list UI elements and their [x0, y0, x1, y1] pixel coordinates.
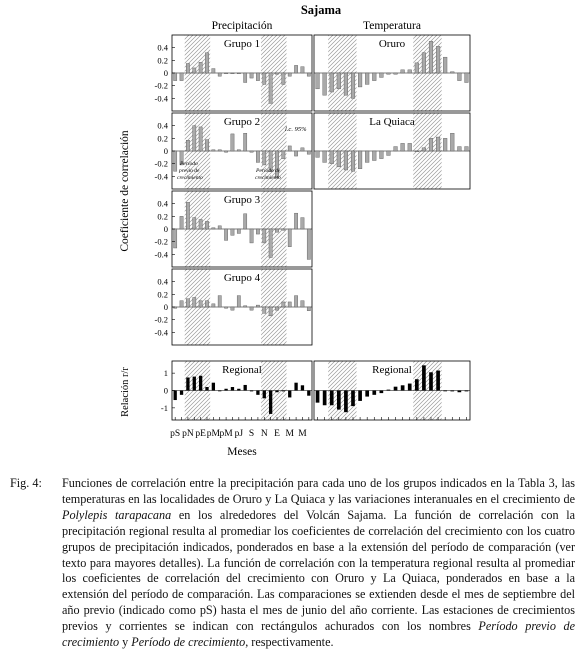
caption-term-2: Período de crecimiento: [131, 635, 246, 650]
precipitaci-n-grupo-4-bar-10: [237, 296, 240, 307]
xtick-label-9: M: [285, 429, 294, 439]
precipitaci-n-grupo-3-bar-0: [174, 229, 177, 248]
column-title-precipitacion: Precipitación: [211, 20, 273, 32]
temperatura-oruro-label: Oruro: [378, 38, 406, 50]
precipitaci-n-grupo-1-bar-16: [275, 73, 278, 74]
precipitaci-n-grupo-2-bar-20: [301, 148, 304, 151]
precipitaci-n-grupo-2-bar-18: [288, 146, 291, 151]
precipitaci-n-grupo-1-bar-7: [218, 73, 221, 76]
temperatura-oruro-bar-8: [372, 73, 376, 81]
xtick-label-0: pS: [170, 429, 181, 439]
temperatura-oruro-bar-4: [344, 73, 348, 95]
precipitaci-n-grupo-4-bar-7: [218, 296, 221, 307]
precipitaci-n-grupo-1-bar-18: [288, 73, 291, 76]
temperatura-oruro-bar-19: [450, 72, 454, 73]
y-axis-label: Coeficiente de correlación: [119, 130, 131, 252]
precipitaci-n-grupo-3-bar-9: [231, 229, 234, 235]
caption-text: [62, 476, 575, 651]
temperatura-la-quiaca-bar-7: [365, 151, 369, 162]
precipitaci-n-grupo-3-ytick-0: 0.4: [157, 198, 168, 209]
precipitaci-n-grupo-3-bar-17: [282, 229, 285, 230]
precipitaci-n-grupo-3-bar-19: [294, 213, 297, 229]
precipitaci-n-grupo-3-bar-3: [193, 218, 196, 229]
precipitaci-n-grupo-1-bar-8: [224, 73, 227, 74]
precipitaci-n-grupo-1-bar-9: [231, 73, 234, 74]
temperatura-regional-bar-1: [323, 391, 327, 406]
temperatura-regional-bar-7: [365, 391, 369, 397]
precipitaci-n-grupo-3-bar-16: [275, 229, 278, 232]
temperatura-regional-bar-14: [415, 379, 419, 390]
annotation-previous-period: Período: [180, 161, 198, 167]
precipitaci-n-grupo-2-bar-7: [218, 150, 221, 151]
precipitaci-n-regional-ytick-0: 1: [163, 368, 168, 379]
annotation-confidence-limit: l.c. 95%: [285, 126, 307, 133]
precipitaci-n-grupo-4-ytick-4: -0.4: [154, 327, 168, 338]
caption-term-1: Período previo de crecimiento: [62, 619, 575, 650]
figure-number: Fig. 4:: [10, 476, 42, 490]
precipitaci-n-regional-label: Regional: [222, 364, 262, 376]
xtick-label-3: pM: [206, 429, 220, 439]
column-title-temperatura: Temperatura: [363, 20, 421, 32]
temperatura-la-quiaca-bar-18: [443, 138, 447, 151]
temperatura-regional-label: Regional: [372, 364, 412, 376]
temperatura-regional-bar-21: [465, 391, 469, 392]
precipitaci-n-grupo-2-ytick-1: 0.2: [157, 133, 168, 144]
chart-title: Sajama: [300, 3, 342, 17]
temperatura-regional-bar-10: [387, 390, 391, 391]
temperatura-regional-bar-5: [351, 391, 355, 407]
precipitaci-n-regional-bar-3: [193, 377, 196, 391]
temperatura-oruro-bar-18: [443, 57, 447, 73]
temperatura-la-quiaca-bar-6: [358, 151, 362, 169]
temperatura-oruro-bar-3: [337, 73, 341, 89]
temperatura-regional-bar-17: [436, 371, 440, 391]
precipitaci-n-grupo-4-ytick-3: -0.2: [154, 314, 168, 325]
precipitaci-n-grupo-4-ytick-0: 0.4: [157, 276, 168, 287]
precipitaci-n-grupo-2-ytick-4: -0.4: [154, 171, 168, 182]
temperatura-oruro-bar-7: [365, 73, 369, 84]
precipitaci-n-grupo-4-bar-15: [269, 307, 272, 316]
temperatura-oruro-bar-21: [465, 73, 469, 83]
precipitaci-n-grupo-3-bar-10: [237, 229, 240, 233]
precipitaci-n-grupo-4-bar-17: [282, 302, 285, 307]
temperatura-la-quiaca-bar-17: [436, 137, 440, 151]
precipitaci-n-regional-ytick-2: -1: [160, 402, 168, 413]
precipitaci-n-grupo-4-bar-4: [199, 301, 202, 307]
precipitaci-n-grupo-4-bar-6: [212, 304, 215, 307]
precipitaci-n-regional-bar-15: [269, 391, 272, 414]
precipitaci-n-grupo-4-bar-2: [186, 299, 189, 307]
precipitaci-n-grupo-2-ytick-2: 0: [163, 146, 168, 156]
temperatura-regional-bar-13: [408, 384, 412, 391]
precipitaci-n-grupo-1-bar-5: [205, 53, 208, 73]
precipitaci-n-grupo-3-bar-4: [199, 220, 202, 230]
precipitaci-n-regional-bar-10: [237, 389, 240, 391]
temperatura-oruro-bar-12: [401, 70, 405, 73]
temperatura-la-quiaca-label: La Quiaca: [369, 116, 415, 128]
precipitaci-n-regional-bar-21: [307, 391, 310, 396]
precipitaci-n-grupo-1-bar-20: [301, 67, 304, 73]
precipitaci-n-grupo-2-ytick-0: 0.4: [157, 120, 168, 131]
temperatura-regional-bar-15: [422, 365, 426, 390]
temperatura-oruro-bar-2: [330, 73, 334, 92]
precipitaci-n-grupo-3-bar-7: [218, 226, 221, 229]
temperatura-regional-bar-12: [401, 385, 405, 390]
precipitaci-n-grupo-3-bar-13: [256, 229, 259, 234]
temperatura-regional-bar-8: [372, 391, 376, 395]
precipitaci-n-grupo-2-bar-21: [307, 151, 310, 154]
precipitaci-n-regional-bar-14: [263, 391, 266, 399]
xtick-label-4: pM: [219, 429, 233, 439]
precipitaci-n-grupo-4-bar-13: [256, 305, 259, 307]
precipitaci-n-grupo-2-bar-17: [282, 151, 285, 159]
temperatura-la-quiaca-bar-14: [415, 151, 419, 152]
precipitaci-n-grupo-2-bar-9: [231, 134, 234, 151]
precipitaci-n-regional-bar-11: [244, 385, 247, 391]
precipitaci-n-grupo-2-bar-3: [193, 126, 196, 151]
precipitaci-n-regional-bar-16: [275, 391, 278, 393]
temperatura-oruro-bar-14: [415, 63, 419, 73]
precipitaci-n-grupo-2-bar-13: [256, 151, 259, 162]
caption-text-d: , respectivamente.: [245, 635, 334, 650]
precipitaci-n-grupo-4-bar-3: [193, 298, 196, 308]
precipitaci-n-grupo-3-label: Grupo 3: [223, 194, 261, 206]
precipitaci-n-grupo-4-bar-21: [307, 307, 310, 311]
precipitaci-n-grupo-4-ytick-1: 0.2: [157, 289, 168, 300]
precipitaci-n-grupo-2-bar-19: [294, 151, 297, 156]
temperatura-oruro-bar-11: [394, 73, 398, 74]
precipitaci-n-grupo-3-ytick-1: 0.2: [157, 211, 168, 222]
precipitaci-n-regional-bar-18: [288, 391, 291, 398]
precipitaci-n-grupo-4-bar-19: [294, 296, 297, 307]
precipitaci-n-grupo-1-bar-4: [199, 62, 202, 73]
precipitaci-n-grupo-2-bar-10: [237, 150, 240, 151]
precipitaci-n-grupo-1-bar-0: [174, 73, 177, 81]
precipitaci-n-grupo-1-bar-3: [193, 68, 196, 73]
figure-caption: [10, 476, 575, 651]
precipitaci-n-grupo-3-bar-21: [307, 229, 310, 259]
temperatura-la-quiaca-bar-10: [387, 151, 391, 155]
annotation-previous-period-2: previo de: [179, 168, 200, 174]
precipitaci-n-grupo-2-bar-4: [199, 127, 202, 151]
temperatura-la-quiaca-bar-11: [394, 147, 398, 151]
caption-text-c: y: [119, 635, 132, 650]
temperatura-regional-bar-3: [337, 391, 341, 410]
temperatura-la-quiaca-bar-3: [337, 151, 341, 167]
precipitaci-n-regional-bar-2: [186, 377, 189, 390]
precipitaci-n-grupo-1-bar-10: [237, 73, 240, 74]
precipitaci-n-grupo-4-ytick-2: 0: [163, 302, 168, 312]
temperatura-regional-bar-4: [344, 391, 348, 413]
precipitaci-n-grupo-1-ytick-0: 0.4: [157, 42, 168, 53]
temperatura-la-quiaca-bar-9: [380, 151, 384, 159]
precipitaci-n-regional-bar-19: [294, 383, 297, 391]
precipitaci-n-grupo-2-bar-12: [250, 151, 253, 152]
precipitaci-n-regional-bar-13: [256, 391, 259, 395]
y-axis-label-regional: Relación r/r: [120, 367, 131, 417]
xtick-label-5: pJ: [234, 429, 244, 439]
precipitaci-n-grupo-3-bar-1: [180, 216, 183, 229]
precipitaci-n-regional-bar-6: [212, 383, 215, 391]
precipitaci-n-regional-bar-12: [250, 391, 253, 392]
temperatura-oruro-bar-0: [316, 73, 320, 89]
precipitaci-n-grupo-1-ytick-3: -0.2: [154, 80, 168, 91]
precipitaci-n-grupo-1-bar-17: [282, 73, 285, 84]
precipitaci-n-grupo-2-bar-8: [224, 151, 227, 152]
precipitaci-n-grupo-4-bar-9: [231, 307, 234, 310]
precipitaci-n-grupo-4-bar-14: [263, 307, 266, 313]
precipitaci-n-grupo-1-bar-19: [294, 65, 297, 73]
temperatura-la-quiaca-bar-2: [330, 151, 334, 164]
temperatura-oruro-bar-17: [436, 46, 440, 73]
precipitaci-n-grupo-1-ytick-2: 0: [163, 68, 168, 78]
precipitaci-n-regional-bar-7: [218, 391, 221, 392]
temperatura-regional-bar-16: [429, 372, 433, 390]
caption-text-a: Funciones de correlación entre la precipitación para cada uno de los grupos indicados en la Tabla 3, las temperaturas en las localidades de Oruro y La Quiaca y las variaciones interanuales en el crecimiento de: [62, 476, 575, 506]
temperatura-la-quiaca-bar-21: [465, 147, 469, 151]
temperatura-oruro-bar-9: [380, 73, 384, 77]
temperatura-oruro-bar-15: [422, 53, 426, 73]
precipitaci-n-regional-ytick-1: 0: [163, 385, 168, 396]
precipitaci-n-grupo-4-bar-1: [180, 301, 183, 307]
temperatura-oruro-bar-13: [408, 70, 412, 73]
precipitaci-n-grupo-2-bar-2: [186, 140, 189, 151]
temperatura-la-quiaca-bar-8: [372, 151, 376, 161]
precipitaci-n-grupo-4-bar-16: [275, 307, 278, 310]
temperatura-la-quiaca-bar-0: [316, 151, 320, 157]
temperatura-la-quiaca-bar-13: [408, 143, 412, 151]
precipitaci-n-grupo-2-bar-6: [212, 150, 215, 151]
xtick-label-10: M: [298, 429, 307, 439]
xtick-label-6: S: [248, 429, 255, 439]
annotation-current-period: Período de: [256, 168, 281, 174]
annotation-current-period-2: crecimiento: [255, 175, 281, 181]
temperatura-la-quiaca-bar-20: [458, 147, 462, 151]
precipitaci-n-grupo-1-bar-12: [250, 73, 253, 78]
precipitaci-n-grupo-3-ytick-3: -0.2: [154, 236, 168, 247]
precipitaci-n-regional-bar-0: [174, 391, 177, 401]
precipitaci-n-regional-bar-20: [301, 385, 304, 390]
precipitaci-n-grupo-2-bar-11: [244, 133, 247, 151]
temperatura-la-quiaca-bar-5: [351, 151, 355, 171]
xtick-label-1: pN: [182, 429, 194, 439]
temperatura-la-quiaca-bar-12: [401, 143, 405, 151]
temperatura-regional-bar-11: [394, 387, 398, 391]
temperatura-oruro-bar-6: [358, 73, 362, 87]
temperatura-regional-bar-18: [443, 391, 447, 392]
precipitaci-n-grupo-1-bar-15: [269, 73, 272, 103]
temperatura-la-quiaca-bar-15: [422, 148, 426, 151]
precipitaci-n-grupo-3-bar-8: [224, 229, 227, 240]
precipitaci-n-grupo-4-bar-8: [224, 307, 227, 308]
precipitaci-n-grupo-1-bar-21: [307, 73, 310, 76]
precipitaci-n-grupo-4-bar-12: [250, 307, 253, 310]
temperatura-oruro-bar-16: [429, 41, 433, 73]
precipitaci-n-grupo-2-bar-0: [174, 151, 177, 171]
precipitaci-n-regional-bar-1: [180, 391, 183, 395]
temperatura-oruro-bar-10: [387, 73, 391, 74]
x-axis-label: Meses: [227, 446, 257, 458]
xtick-label-8: E: [274, 429, 280, 439]
precipitaci-n-regional-bar-17: [282, 391, 285, 392]
precipitaci-n-grupo-1-bar-1: [180, 73, 183, 81]
annotation-previous-period-3: crecimiento: [177, 175, 203, 181]
temperatura-regional-bar-2: [330, 391, 334, 406]
precipitaci-n-grupo-3-ytick-4: -0.4: [154, 249, 168, 260]
precipitaci-n-grupo-2-bar-5: [205, 140, 208, 151]
precipitaci-n-grupo-3-bar-15: [269, 229, 272, 258]
precipitaci-n-grupo-3-bar-6: [212, 228, 215, 229]
precipitaci-n-grupo-1-label: Grupo 1: [223, 38, 261, 50]
precipitaci-n-grupo-2-ytick-3: -0.2: [154, 158, 168, 169]
xtick-label-2: pE: [195, 429, 206, 439]
precipitaci-n-grupo-2-label: Grupo 2: [223, 116, 261, 128]
precipitaci-n-grupo-1-bar-14: [263, 73, 266, 84]
caption-text-b: en los alrededores del Volcán Sajama. La función de correlación con la precipitación regional resulta al promediar los coeficientes de correlación del crecimiento con los cuatro grupos de precipitación indicados, ponderados en base a la extensión del período de comparación (ver texto para mayores detalles). La función de correlación con la temperatura regional resulta al promediar los coeficientes de correlación del crecimiento con Oruro y La Quiaca, ponderados en base a la extensión del período de comparación. Las comparaciones se extienden desde el mes de septiembre del año previo (indicado como pS) hasta el mes de junio del año corriente. Las estaciones de crecimientos previos y corrientes se indican con rectángulos achurados con los nombres: [62, 507, 576, 634]
precipitaci-n-grupo-3-bar-11: [244, 214, 247, 229]
temperatura-la-quiaca-bar-4: [344, 151, 348, 170]
precipitaci-n-grupo-3-bar-14: [263, 229, 266, 243]
temperatura-regional-bar-0: [316, 391, 320, 403]
precipitaci-n-grupo-3-bar-5: [205, 221, 208, 229]
precipitaci-n-grupo-1-ytick-4: -0.4: [154, 93, 168, 104]
precipitaci-n-grupo-1-bar-13: [256, 73, 259, 81]
precipitaci-n-grupo-3-bar-12: [250, 229, 253, 243]
precipitaci-n-grupo-1-ytick-1: 0.2: [157, 55, 168, 66]
precipitaci-n-grupo-1-bar-6: [212, 69, 215, 73]
precipitaci-n-grupo-4-label: Grupo 4: [223, 272, 261, 284]
precipitaci-n-grupo-3-ytick-2: 0: [163, 224, 168, 234]
precipitaci-n-regional-bar-9: [231, 387, 234, 390]
temperatura-oruro-bar-1: [323, 73, 327, 95]
precipitaci-n-grupo-3-bar-18: [288, 229, 291, 247]
temperatura-la-quiaca-bar-16: [429, 138, 433, 151]
precipitaci-n-grupo-4-bar-20: [301, 301, 304, 307]
temperatura-oruro-bar-5: [351, 73, 355, 98]
temperatura-la-quiaca-bar-1: [323, 151, 327, 162]
temperatura-regional-bar-19: [450, 391, 454, 392]
precipitaci-n-regional-bar-5: [205, 387, 208, 390]
precipitaci-n-grupo-2-bar-14: [263, 151, 266, 165]
caption-species: Polylepis tarapacana: [62, 507, 172, 522]
precipitaci-n-grupo-1-bar-2: [186, 64, 189, 74]
temperatura-regional-bar-9: [380, 391, 384, 394]
temperatura-oruro-bar-20: [458, 73, 462, 81]
precipitaci-n-regional-bar-8: [224, 389, 227, 391]
precipitaci-n-grupo-4-bar-5: [205, 301, 208, 307]
precipitaci-n-grupo-4-bar-11: [244, 306, 247, 307]
precipitaci-n-grupo-4-bar-18: [288, 302, 291, 307]
temperatura-regional-bar-20: [458, 391, 462, 393]
precipitaci-n-regional-bar-4: [199, 376, 202, 391]
xtick-label-7: N: [260, 429, 268, 439]
precipitaci-n-grupo-3-bar-20: [301, 218, 304, 229]
temperatura-regional-bar-6: [358, 391, 362, 401]
precipitaci-n-grupo-1-bar-11: [244, 73, 247, 83]
temperatura-la-quiaca-bar-19: [450, 133, 454, 151]
precipitaci-n-grupo-3-bar-2: [186, 202, 189, 229]
